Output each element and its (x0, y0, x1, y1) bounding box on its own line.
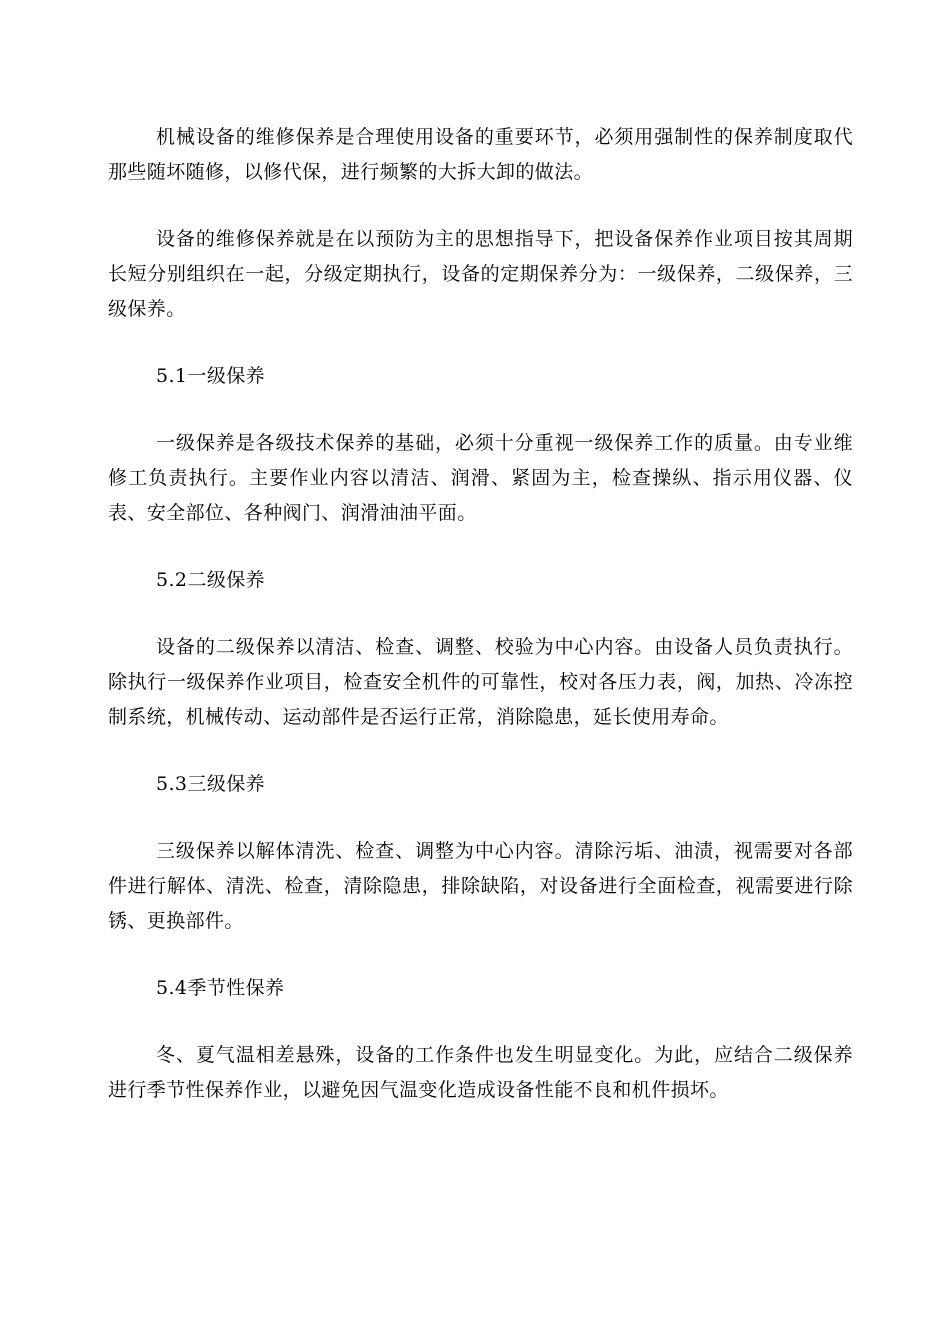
section-heading-5-4: 5.4季节性保养 (156, 977, 285, 999)
intro-paragraph-2: 设备的维修保养就是在以预防为主的思想指导下，把设备保养作业项目按其周期长短分别组织在一起，分级定期执行，设备的定期保养分为：一级保养，二级保养，三级保养。 (108, 228, 853, 320)
section-body-5-4: 冬、夏气温相差悬殊，设备的工作条件也发生明显变化。为此，应结合二级保养进行季节性保养作业，以避免因气温变化造成设备性能不良和机件损坏。 (108, 1044, 853, 1101)
section-heading-5-3: 5.3三级保养 (156, 773, 266, 795)
intro-paragraph-1: 机械设备的维修保养是合理使用设备的重要环节，必须用强制性的保养制度取代那些随坏随修，以修代保，进行频繁的大拆大卸的做法。 (108, 126, 853, 183)
document-page (108, 120, 853, 1140)
section-heading-5-2: 5.2二级保养 (156, 569, 266, 591)
section-body-5-1: 一级保养是各级技术保养的基础，必须十分重视一级保养工作的质量。由专业维修工负责执行。主要作业内容以清洁、润滑、紧固为主，检查操纵、指示用仪器、仪表、安全部位、各种阀门、润滑油油平面。 (108, 432, 853, 524)
section-body-5-2: 设备的二级保养以清洁、检查、调整、校验为中心内容。由设备人员负责执行。除执行一级保养作业项目，检查安全机件的可靠性，校对各压力表，阀，加热、冷冻控制系统，机械传动、运动部件是否运行正常，消除隐患，延长使用寿命。 (108, 636, 853, 728)
section-heading-5-1: 5.1一级保养 (156, 365, 266, 387)
section-body-5-3: 三级保养以解体清洗、检查、调整为中心内容。清除污垢、油渍，视需要对各部件进行解体、清洗、检查，清除隐患，排除缺陷，对设备进行全面检查，视需要进行除锈、更换部件。 (108, 840, 853, 932)
